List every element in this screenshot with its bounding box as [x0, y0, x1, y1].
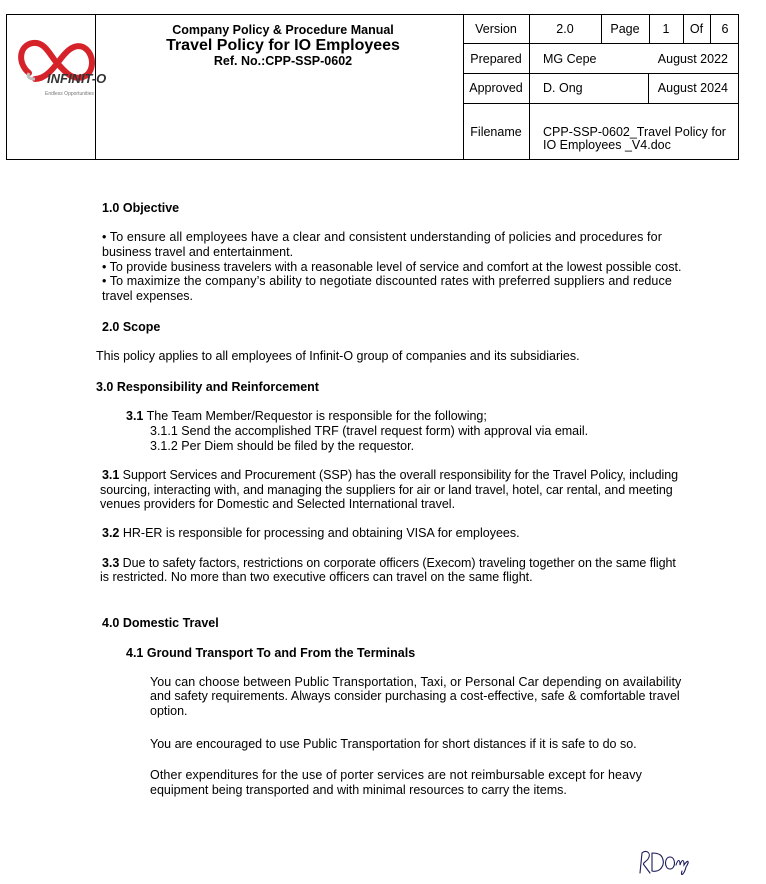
responsibility-item-2-line-3: venues providers for Domestic and Selected International travel.	[100, 497, 456, 511]
responsibility-item-3	[102, 526, 520, 541]
prepared-date: August 2022	[657, 52, 728, 66]
header-divider	[463, 73, 738, 74]
scope-text: This policy applies to all employees of Infinit-O group of companies and its subsidiaries.	[96, 349, 580, 363]
item-number: 3.3	[102, 556, 120, 570]
responsibility-item-4-line-2: is restricted. No more than two executive officers can travel on the same flight.	[100, 570, 533, 584]
logo-wordmark: INFINIT-O	[47, 71, 107, 86]
objective-heading: 1.0 Objective	[102, 201, 180, 215]
ground-transport-para-1-line-1: You can choose between Public Transportation, Taxi, or Personal Car depending on availability	[150, 675, 682, 689]
item-number: 3.1	[126, 409, 144, 423]
objective-bullet-1-line-2: business travel and entertainment.	[102, 245, 294, 259]
responsibility-item-1	[126, 409, 487, 424]
company-logo	[15, 23, 107, 103]
approved-label: Approved	[469, 81, 523, 95]
page-label: Page	[610, 22, 640, 36]
responsibility-sub-1: 3.1.1 Send the accomplished TRF (travel request form) with approval via email.	[150, 424, 589, 438]
responsibility-item-2-line-1	[102, 468, 678, 483]
prepared-by: MG Cepe	[543, 52, 597, 66]
document-title: Travel Policy for IO Employees	[166, 37, 400, 54]
ground-transport-heading: 4.1 Ground Transport To and From the Terminals	[126, 646, 416, 660]
header-divider	[463, 43, 738, 44]
responsibility-heading: 3.0 Responsibility and Reinforcement	[96, 380, 319, 394]
document-header-table	[6, 14, 739, 160]
approved-by: D. Ong	[543, 81, 583, 95]
responsibility-item-2-line-2: sourcing, interacting with, and managing the suppliers for air or land travel, hotel, car rental, and meeting	[100, 483, 673, 497]
item-text: HR-ER is responsible for processing and obtaining VISA for employees.	[119, 526, 520, 540]
page-total: 6	[721, 22, 729, 36]
responsibility-item-4-line-1	[102, 556, 676, 571]
handwritten-initials	[636, 845, 696, 879]
filename-line-2: IO Employees _V4.doc	[543, 138, 671, 152]
reference-number: Ref. No.:CPP-SSP-0602	[213, 54, 353, 68]
item-text: The Team Member/Requestor is responsible for the following;	[143, 409, 487, 423]
filename-label: Filename	[470, 125, 522, 139]
header-divider	[463, 103, 738, 104]
ground-transport-para-1-line-3: option.	[150, 704, 188, 718]
ground-transport-para-2: You are encouraged to use Public Transportation for short distances if it is safe to do so.	[150, 737, 637, 751]
manual-title: Company Policy & Procedure Manual	[172, 23, 394, 37]
page-number: 1	[662, 22, 670, 36]
filename-line-1: CPP-SSP-0602_Travel Policy for	[543, 125, 726, 139]
item-number: 3.2	[102, 526, 120, 540]
domestic-heading: 4.0 Domestic Travel	[102, 616, 219, 630]
signature-icon	[636, 845, 696, 879]
ground-transport-para-3-line-2: equipment being transported and with minimal resources to carry the items.	[150, 783, 567, 797]
item-number: 3.1	[102, 468, 120, 482]
ground-transport-para-3-line-1: Other expenditures for the use of porter services are not reimbursable except for heavy	[150, 768, 642, 782]
document-title-block	[102, 23, 464, 68]
version-value: 2.0	[556, 22, 574, 36]
approved-date: August 2024	[657, 81, 728, 95]
header-divider	[529, 15, 530, 159]
responsibility-sub-2: 3.1.2 Per Diem should be filed by the requestor.	[150, 439, 415, 453]
item-text: Support Services and Procurement (SSP) has the overall responsibility for the Travel Policy, including	[119, 468, 679, 482]
objective-bullet-3-line-1: • To maximize the company’s ability to negotiate discounted rates with preferred suppliers and reduce	[102, 274, 672, 288]
objective-bullet-2: • To provide business travelers with a reasonable level of service and comfort at the lowest possible cost.	[102, 260, 682, 274]
ground-transport-para-1-line-2: and safety requirements. Always consider purchasing a cost-effective, safe & comfortable travel	[150, 689, 680, 703]
logo-tagline: Endless Opportunities	[45, 91, 94, 97]
of-label: Of	[689, 22, 704, 36]
version-label: Version	[475, 22, 517, 36]
objective-bullet-3-line-2: travel expenses.	[102, 289, 194, 303]
item-text: Due to safety factors, restrictions on corporate officers (Execom) traveling together on the same flight	[119, 556, 676, 570]
scope-heading: 2.0 Scope	[102, 320, 161, 334]
objective-bullet-1-line-1: • To ensure all employees have a clear and consistent understanding of policies and procedures for	[102, 230, 662, 244]
infinity-logo-icon	[15, 23, 107, 103]
prepared-label: Prepared	[470, 52, 522, 66]
